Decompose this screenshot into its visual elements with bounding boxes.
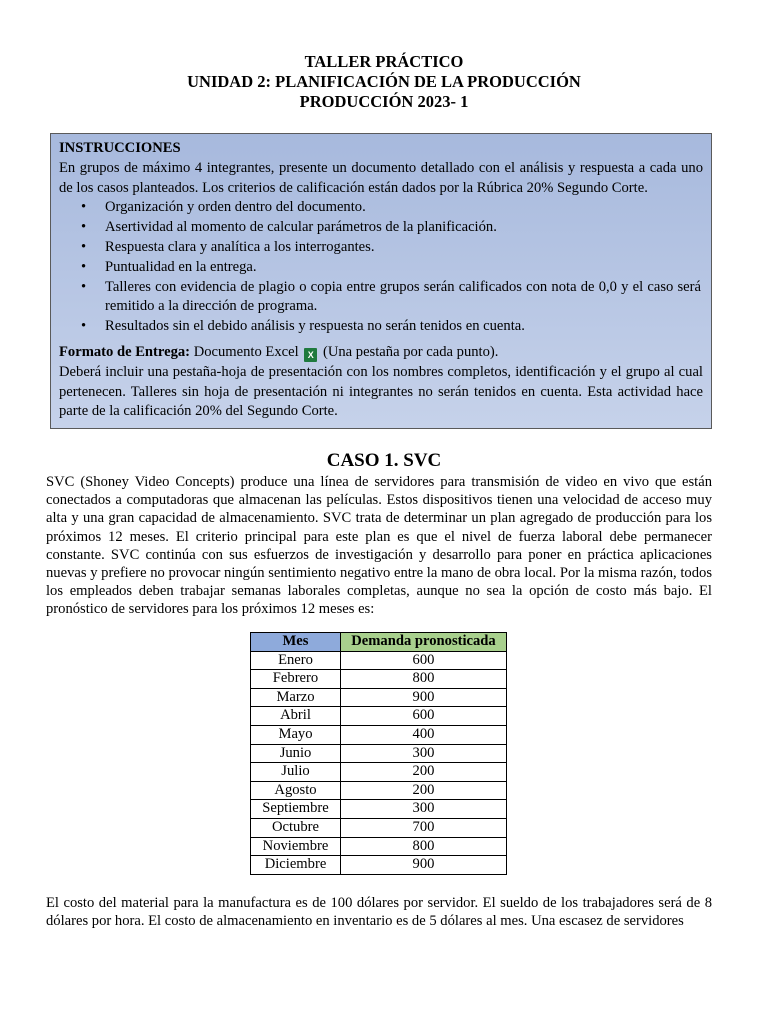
demand-cell: 900	[341, 688, 507, 707]
table-row	[251, 744, 507, 763]
demand-cell: 600	[341, 651, 507, 670]
cost-description: El costo del material para la manufactura es de 100 dólares por servidor. El sueldo de los trabajadores será de 8 dólares por hora. El costo de almacenamiento en inventario es de 5 dólares al mes. Una escasez de servidores	[46, 895, 712, 930]
month-cell: Mayo	[251, 725, 341, 744]
criteria-list	[59, 198, 703, 337]
table-row	[251, 725, 507, 744]
table-row	[251, 837, 507, 856]
header-title: TALLER PRÁCTICO	[304, 52, 464, 71]
column-header-demand: Demanda pronosticada	[341, 633, 507, 652]
month-cell: Agosto	[251, 781, 341, 800]
delivery-details: Deberá incluir una pestaña-hoja de presentación con los nombres completos, identificación y el grupo al cual pertenecen. Talleres sin hoja de presentación ni integrantes no serán tenidos en cuenta. Esta actividad hace parte de la calificación 20% del Segundo Corte.	[59, 363, 703, 420]
table-row	[251, 688, 507, 707]
table-row	[251, 781, 507, 800]
criteria-item: • Respuesta clara y analítica a los interrogantes.	[105, 238, 703, 258]
criteria-item: • Asertividad al momento de calcular parámetros de la planificación.	[105, 218, 703, 238]
month-cell: Septiembre	[251, 800, 341, 819]
header-course: PRODUCCIÓN 2023- 1	[299, 92, 469, 111]
document-header	[0, 52, 768, 112]
table-row	[251, 856, 507, 875]
case-description: SVC (Shoney Video Concepts) produce una línea de servidores para transmisión de video en vivo que están conectados a computadoras que almacenan las películas. Estos dispositivos tienen una velocidad de acceso muy alta y una gran capacidad de almacenamiento. SVC trata de determinar un plan agregado de producción para los próximos 12 meses. El criterio principal para este plan es que el nivel de fuerza laboral debe permanecer constante. SVC continúa con sus esfuerzos de investigación y desarrollo para poner en práctica aplicaciones nuevas y prefiere no provocar ningún sentimiento negativo entre la mano de obra local. Por la misma razón, todos los empleados deben trabajar semanas laborales completas, aunque no sea la opción de costo más bajo. El pronóstico de servidores para los próximos 12 meses es:	[46, 474, 712, 618]
demand-cell: 800	[341, 670, 507, 689]
demand-cell: 700	[341, 818, 507, 837]
delivery-format-text: Documento Excel	[190, 343, 299, 360]
table-header-row	[251, 633, 507, 652]
table-row	[251, 651, 507, 670]
delivery-format-label: Formato de Entrega:	[59, 343, 191, 360]
instructions-box	[50, 133, 712, 429]
demand-cell: 800	[341, 837, 507, 856]
criteria-item: • Organización y orden dentro del documento.	[105, 198, 703, 218]
delivery-format	[59, 343, 703, 363]
month-cell: Enero	[251, 651, 341, 670]
instructions-title: INSTRUCCIONES	[59, 140, 181, 156]
month-cell: Octubre	[251, 818, 341, 837]
month-cell: Julio	[251, 763, 341, 782]
demand-cell: 200	[341, 763, 507, 782]
table-row	[251, 707, 507, 726]
demand-cell: 400	[341, 725, 507, 744]
demand-cell: 300	[341, 800, 507, 819]
instructions-intro: En grupos de máximo 4 integrantes, presente un documento detallado con el análisis y respuesta a cada uno de los casos planteados. Los criterios de calificación están dados por la Rúbrica 20% Segundo Corte.	[59, 159, 703, 196]
table-row	[251, 763, 507, 782]
column-header-month: Mes	[251, 633, 341, 652]
header-unit: UNIDAD 2: PLANIFICACIÓN DE LA PRODUCCIÓN	[187, 72, 581, 91]
table-row	[251, 818, 507, 837]
criteria-item: • Resultados sin el debido análisis y respuesta no serán tenidos en cuenta.	[105, 317, 703, 337]
month-cell: Diciembre	[251, 856, 341, 875]
demand-cell: 600	[341, 707, 507, 726]
criteria-item: • Puntualidad en la entrega.	[105, 258, 703, 278]
case-title: CASO 1. SVC	[326, 450, 442, 471]
demand-forecast-table	[250, 632, 507, 875]
demand-cell: 900	[341, 856, 507, 875]
table-row	[251, 670, 507, 689]
month-cell: Marzo	[251, 688, 341, 707]
delivery-format-tail: (Una pestaña por cada punto).	[319, 343, 499, 360]
month-cell: Febrero	[251, 670, 341, 689]
table-row	[251, 800, 507, 819]
month-cell: Abril	[251, 707, 341, 726]
month-cell: Junio	[251, 744, 341, 763]
excel-icon: X	[304, 348, 317, 362]
demand-cell: 300	[341, 744, 507, 763]
criteria-item: • Talleres con evidencia de plagio o copia entre grupos serán calificados con nota de 0,0 y el caso será remitido a la dirección de programa.	[105, 278, 703, 318]
month-cell: Noviembre	[251, 837, 341, 856]
demand-cell: 200	[341, 781, 507, 800]
